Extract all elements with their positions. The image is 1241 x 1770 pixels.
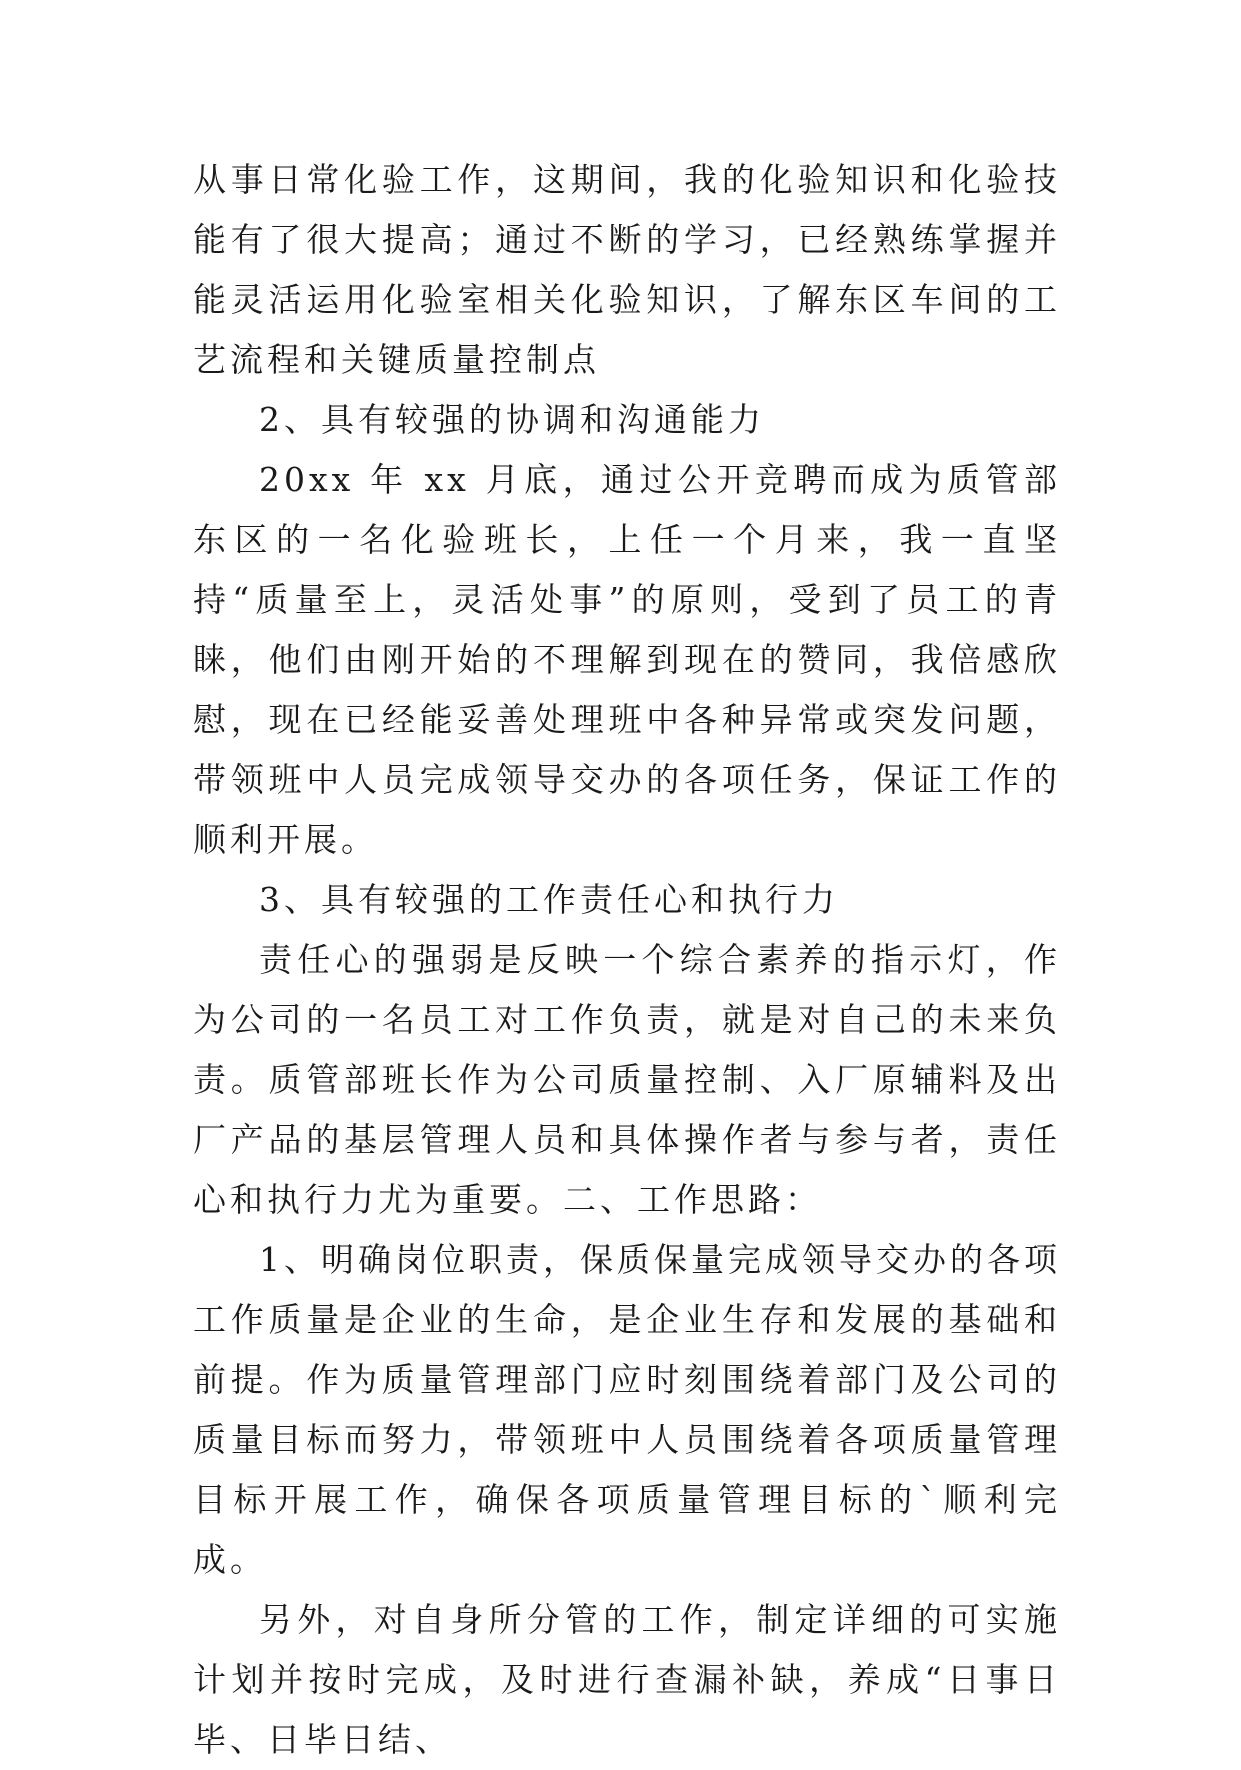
paragraph-responsibility: 责任心的强弱是反映一个综合素养的指示灯，作为公司的一名员工对工作负责，就是对自己的未来负责。质管部班长作为公司质量控制、入厂原辅料及出厂产品的基层管理人员和具体操作者与参与者，责任心和执行力尤为重要。二、工作思路：	[193, 940, 1061, 1219]
paragraph-intro: 从事日常化验工作，这期间，我的化验知识和化验技能有了很大提高；通过不断的学习，已经熟练掌握并能灵活运用化验室相关化验知识，了解东区车间的工艺流程和关键质量控制点	[193, 160, 1061, 379]
paragraph-job-duties: 1、明确岗位职责，保质保量完成领导交办的各项工作质量是企业的生命，是企业生存和发展的基础和前提。作为质量管理部门应时刻围绕着部门及公司的质量目标而努力，带领班中人员围绕着各项质量管理目标开展工作，确保各项质量管理目标的`顺利完成。	[193, 1240, 1061, 1579]
document-body	[193, 150, 1061, 1770]
heading-coordination-ability: 2、具有较强的协调和沟通能力	[259, 400, 765, 439]
heading-responsibility: 3、具有较强的工作责任心和执行力	[259, 880, 839, 919]
paragraph-additional: 另外，对自身所分管的工作，制定详细的可实施计划并按时完成，及时进行查漏补缺，养成“日事日毕、日毕日结、	[193, 1600, 1061, 1759]
paragraph-team-leader: 20xx 年 xx 月底，通过公开竞聘而成为质管部东区的一名化验班长，上任一个月来，我一直坚持“质量至上，灵活处事”的原则，受到了员工的青睐，他们由刚开始的不理解到现在的赞同，我倍感欣慰，现在已经能妥善处理班中各种异常或突发问题，带领班中人员完成领导交办的各项任务，保证工作的顺利开展。	[193, 460, 1061, 859]
